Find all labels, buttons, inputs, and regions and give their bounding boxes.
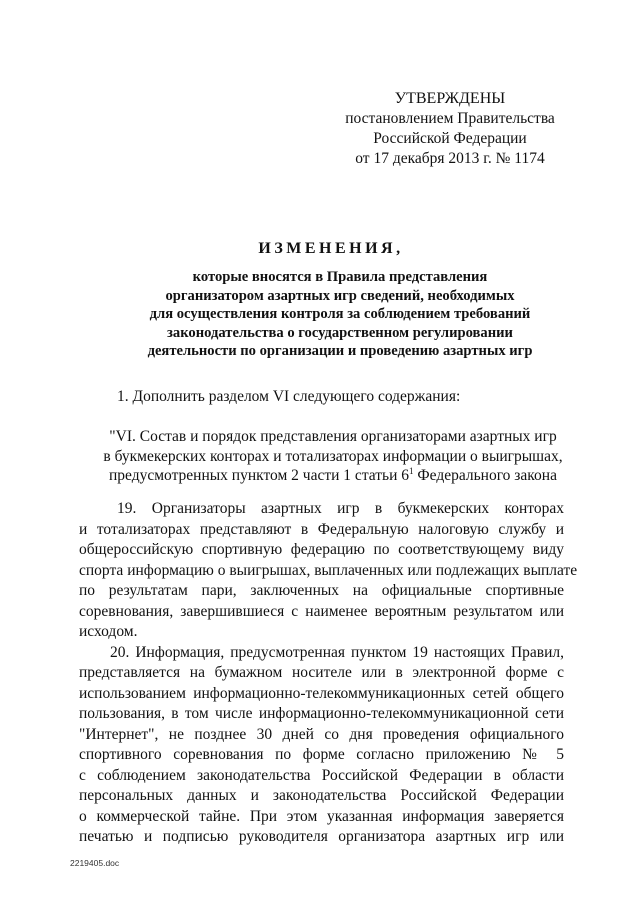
superscript: 1 bbox=[409, 466, 414, 476]
section-heading-line: "VI. Состав и порядок представления организаторами азартных игр bbox=[109, 428, 557, 445]
paragraph-line: 20. Информация, предусмотренная пунктом 19 настоящих Правил, bbox=[110, 643, 564, 661]
section-heading-line bbox=[88, 466, 578, 486]
paragraph-line: печатью и подписью руководителя организатора азартных игр или bbox=[79, 828, 564, 845]
section-heading bbox=[88, 427, 578, 486]
paragraph-line: представляется на бумажном носителе или в электронной форме с bbox=[79, 664, 564, 681]
paragraph-line: исходом. bbox=[79, 623, 138, 640]
approval-line-3: от 17 декабря 2013 г. № 1174 bbox=[355, 150, 545, 167]
subtitle-line: организатором азартных игр сведений, необходимых bbox=[165, 287, 515, 304]
document-title: ИЗМЕНЕНИЯ, bbox=[258, 240, 404, 257]
approval-line-2: Российской Федерации bbox=[373, 130, 527, 147]
paragraph-line: с соблюдением законодательства Российской Федерации в области bbox=[79, 766, 564, 784]
paragraph-line: спортивного соревнования по форме согласно приложению № 5 bbox=[79, 746, 564, 763]
document-subtitle bbox=[80, 268, 600, 361]
section-heading-line: в букмекерских конторах и тотализаторах информации о выигрышах, bbox=[103, 447, 563, 465]
paragraph-line: использованием информационно-телекоммуникационных сетей общего bbox=[79, 684, 564, 702]
section-heading-text: Федерального закона bbox=[413, 467, 557, 484]
paragraph-line: "Интернет", не позднее 30 дней со дня проведения официального bbox=[79, 725, 564, 743]
paragraph-line: о коммерческой тайне. При этом указанная информация заверяется bbox=[79, 807, 564, 825]
paragraph-line: соревнования, завершившиеся с наименее вероятным результатом или bbox=[79, 602, 564, 620]
subtitle-line: для осуществления контроля за соблюдением требований bbox=[149, 306, 531, 322]
section-heading-text: предусмотренных пунктом 2 части 1 статьи 6 bbox=[109, 467, 410, 484]
subtitle-line: которые вносятся в Правила представления bbox=[192, 269, 488, 285]
item-1: 1. Дополнить разделом VI следующего содержания: bbox=[117, 388, 461, 405]
paragraph-20 bbox=[79, 643, 564, 848]
paragraph-line: персональных данных и законодательства Российской Федерации bbox=[79, 787, 564, 804]
footer-filename: 2219405.doc bbox=[70, 858, 120, 868]
paragraph-line: по результатам пари, заключенных на официальные спортивные bbox=[79, 582, 564, 599]
paragraph-19 bbox=[79, 499, 578, 643]
subtitle-line: деятельности по организации и проведению азартных игр bbox=[147, 343, 533, 359]
paragraph-line: общероссийскую спортивную федерацию по соответствующему виду bbox=[79, 541, 564, 558]
paragraph-line: спорта информацию о выигрышах, выплаченных или подлежащих выплате bbox=[79, 561, 578, 579]
approval-title: УТВЕРЖДЕНЫ bbox=[394, 90, 506, 107]
paragraph-line: и тотализаторах представляют в Федеральную налоговую службу и bbox=[79, 520, 564, 538]
paragraph-line: 19. Организаторы азартных игр в букмекерских конторах bbox=[117, 500, 564, 517]
document-body bbox=[79, 499, 578, 848]
paragraph-line: пользования, в том числе информационно-телекоммуникационной сети bbox=[79, 705, 564, 722]
subtitle-line: законодательства о государственном регулировании bbox=[167, 324, 513, 341]
approval-line-1: постановлением Правительства bbox=[345, 110, 555, 127]
approval-block bbox=[330, 89, 570, 169]
